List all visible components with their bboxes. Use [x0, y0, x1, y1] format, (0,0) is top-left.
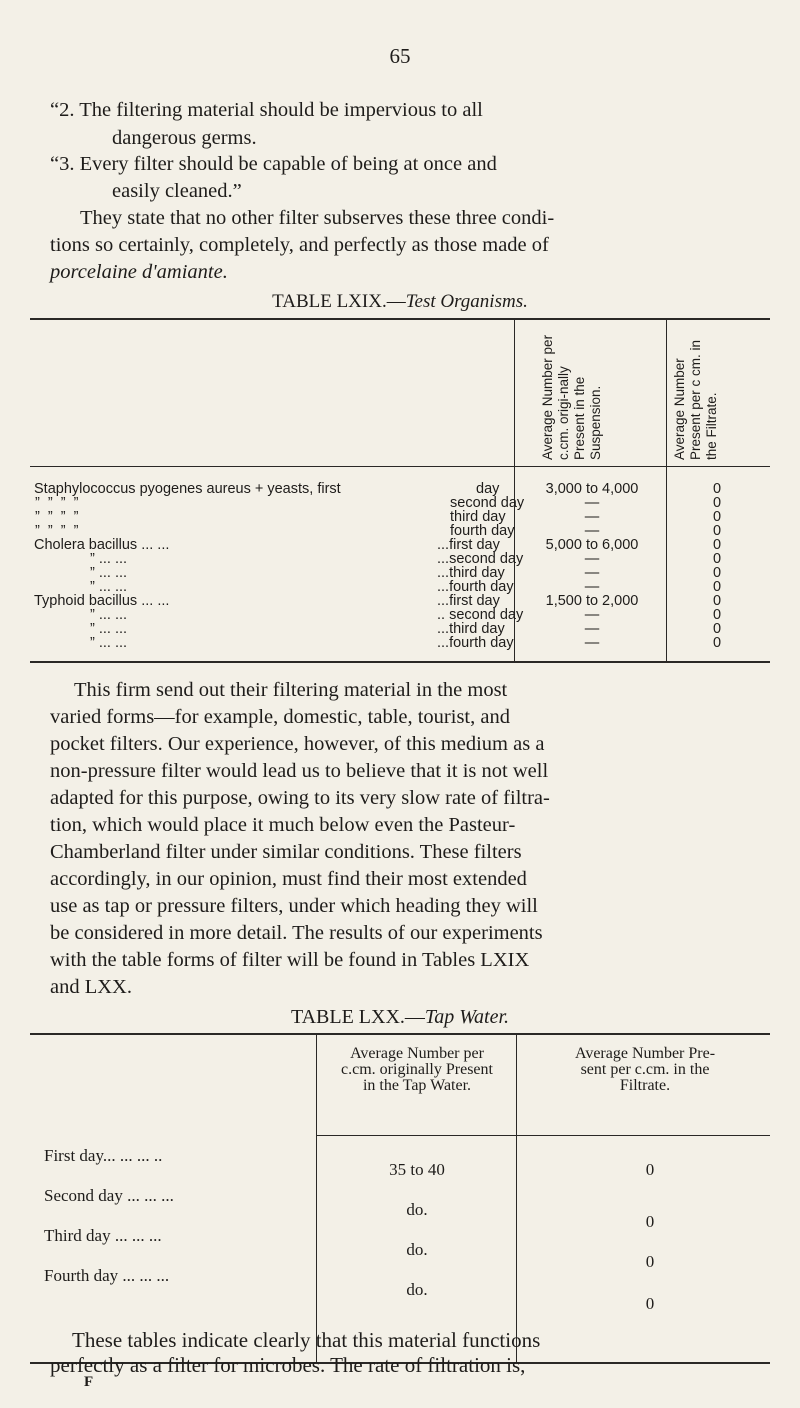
body-line-8: accordingly, in our opinion, must find their most extended — [50, 868, 527, 890]
table-70-caption: TABLE LXX.—Tap Water. — [290, 1006, 510, 1028]
table-70-row-original: do. — [406, 1280, 428, 1299]
table-69-header-filtrate: Average Number Present per c cm. in the Filtrate. — [672, 339, 719, 460]
row-day: .. second day — [437, 607, 524, 623]
row-filtrate-count: 0 — [712, 509, 722, 525]
closing-line-2: perfectly as a filter for microbes. The rate of filtration is, — [50, 1353, 526, 1377]
row-label: ” ... ... — [90, 551, 128, 567]
body-line-3: pocket filters. Our experience, however, of this medium as a — [50, 733, 545, 755]
table-70-row-original: do. — [406, 1200, 428, 1219]
row-original-count: — — [584, 551, 600, 567]
item-2-continuation: dangerous germs. — [112, 127, 257, 149]
row-filtrate-count: 0 — [712, 537, 722, 553]
row-original-count: — — [584, 621, 600, 637]
row-original-count: — — [584, 509, 600, 525]
paragraph-line-3: porcelaine d'amiante. — [50, 261, 228, 283]
row-day: ...first day — [437, 537, 500, 553]
table-69-top-rule — [30, 318, 770, 320]
signature-mark: F — [84, 1374, 94, 1390]
row-label: ” ” ” ” — [35, 495, 81, 511]
row-label: ” ... ... — [90, 621, 128, 637]
row-label: Staphylococcus pyogenes aureus + yeasts, first — [34, 481, 341, 497]
body-line-5: adapted for this purpose, owing to its very slow rate of filtra- — [50, 787, 550, 809]
body-line-2: varied forms—for example, domestic, table, tourist, and — [50, 706, 510, 728]
row-original-count: — — [584, 495, 600, 511]
item-3-continuation: easily cleaned.” — [112, 180, 242, 202]
row-day: ...fourth day — [437, 635, 514, 651]
table-70-row-original: 35 to 40 — [389, 1160, 445, 1179]
table-69-caption: TABLE LXIX.—Test Organisms. — [272, 291, 528, 312]
table-70-header-filtrate: Average Number Pre- sent per c.cm. in the Filtrate. — [574, 1045, 716, 1094]
row-original-count: 3,000 to 4,000 — [545, 481, 639, 497]
row-day: third day — [450, 509, 506, 525]
row-day: ...third day — [437, 621, 505, 637]
row-filtrate-count: 0 — [712, 621, 722, 637]
row-original-count: — — [584, 579, 600, 595]
row-label: Cholera bacillus ... ... — [34, 537, 170, 553]
row-label: ” ” ” ” — [35, 523, 81, 539]
row-filtrate-count: 0 — [712, 579, 722, 595]
table-70-row-label: Third day ... ... ... — [44, 1226, 162, 1245]
table-70-top-rule — [30, 1033, 770, 1035]
paragraph-line-2: tions so certainly, completely, and perfectly as those made of — [50, 234, 549, 256]
row-day: second day — [450, 495, 525, 511]
row-original-count: 5,000 to 6,000 — [545, 537, 639, 553]
body-line-1: This firm send out their filtering material in the most — [74, 679, 508, 701]
body-line-10: be considered in more detail. The results of our experiments — [50, 922, 543, 944]
row-label: ” ” ” ” — [35, 509, 81, 525]
row-day: ...second day — [437, 551, 524, 567]
body-line-11: with the table forms of filter will be found in Tables LXIX — [50, 949, 530, 971]
table-70-header-original: Average Number per c.cm. originally Present in the Tap Water. — [341, 1045, 493, 1094]
body-line-7: Chamberland filter under similar conditions. These filters — [50, 841, 522, 863]
body-line-12: and LXX. — [50, 976, 132, 998]
table-70-col-divider-1 — [316, 1033, 317, 1363]
row-filtrate-count: 0 — [712, 607, 722, 623]
table-70-row-label: Second day ... ... ... — [44, 1186, 174, 1205]
row-original-count: 1,500 to 2,000 — [545, 593, 639, 609]
table-70-head-rule — [316, 1135, 770, 1136]
row-day: ...fourth day — [437, 579, 514, 595]
row-filtrate-count: 0 — [712, 593, 722, 609]
table-70-row-filtrate: 0 — [645, 1212, 655, 1231]
table-70-row-filtrate: 0 — [645, 1294, 655, 1313]
row-original-count: — — [584, 607, 600, 623]
row-filtrate-count: 0 — [712, 551, 722, 567]
body-line-6: tion, which would place it much below even the Pasteur- — [50, 814, 516, 836]
table-70-row-original: do. — [406, 1240, 428, 1259]
table-70-col-divider-2 — [516, 1033, 517, 1363]
row-day: ...third day — [437, 565, 505, 581]
table-69-header-original: Average Number per c.cm. origi-nally Present in the Suspension. — [540, 334, 603, 460]
row-filtrate-count: 0 — [712, 523, 722, 539]
item-3-line: “3. Every filter should be capable of being at once and — [50, 153, 497, 175]
table-70-row-label: Fourth day ... ... ... — [44, 1266, 170, 1285]
row-original-count: — — [584, 523, 600, 539]
table-69-head-rule — [30, 466, 770, 467]
body-line-4: non-pressure filter would lead us to believe that it is not well — [50, 760, 549, 782]
closing-line-1: These tables indicate clearly that this material functions — [72, 1328, 541, 1352]
page-number: 65 — [389, 44, 411, 68]
row-label: ” ... ... — [90, 635, 128, 651]
row-label: ” ... ... — [90, 565, 128, 581]
row-label: ” ... ... — [90, 579, 128, 595]
body-line-9: use as tap or pressure filters, under which heading they will — [50, 895, 538, 917]
row-day: fourth day — [450, 523, 515, 539]
paragraph-line-1: They state that no other filter subserves these three condi- — [80, 207, 555, 229]
row-filtrate-count: 0 — [712, 495, 722, 511]
row-filtrate-count: 0 — [712, 635, 722, 651]
table-70-row-filtrate: 0 — [645, 1160, 655, 1179]
row-label: ” ... ... — [90, 607, 128, 623]
row-original-count: — — [584, 565, 600, 581]
row-filtrate-count: 0 — [712, 481, 722, 497]
row-day: day — [476, 481, 500, 497]
item-2-line: “2. The filtering material should be impervious to all — [50, 99, 483, 121]
row-day: ...first day — [437, 593, 500, 609]
row-label: Typhoid bacillus ... ... — [34, 593, 170, 609]
table-70-row-filtrate: 0 — [645, 1252, 655, 1271]
table-70-row-label: First day... ... ... .. — [44, 1146, 163, 1165]
table-69-body — [0, 482, 800, 662]
row-original-count: — — [584, 635, 600, 651]
row-filtrate-count: 0 — [712, 565, 722, 581]
